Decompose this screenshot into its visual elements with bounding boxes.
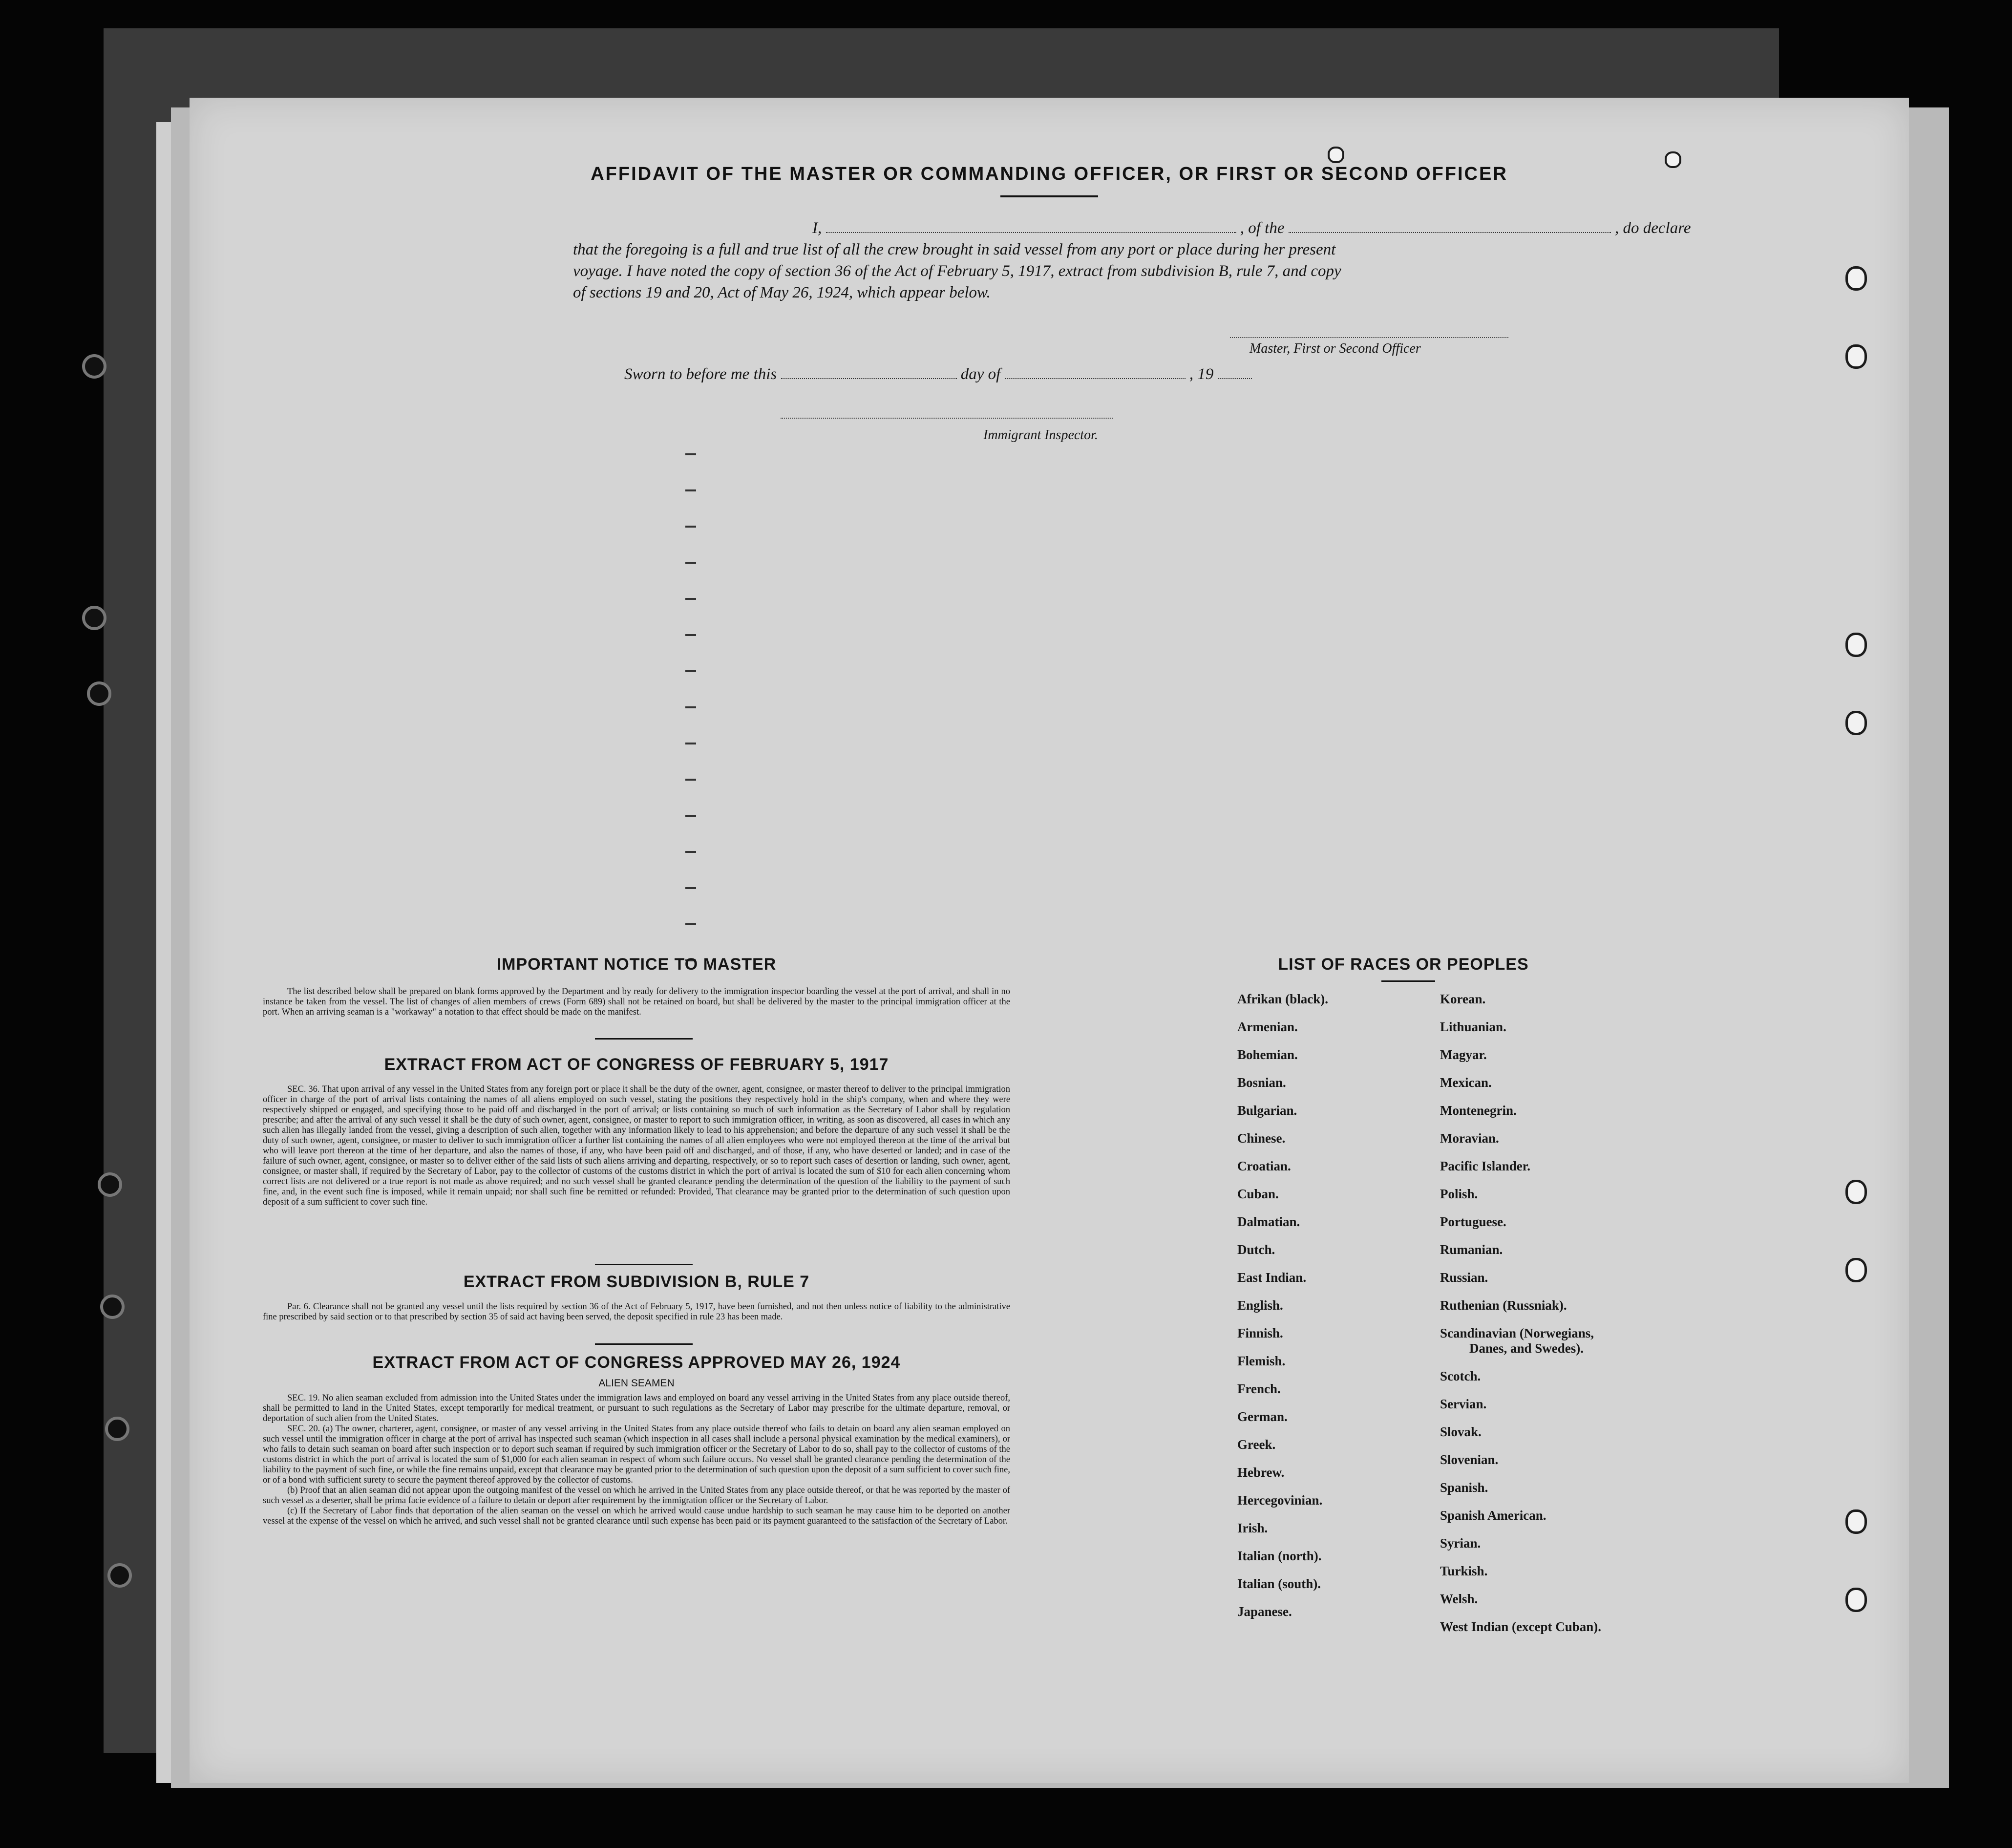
race-item: Bulgarian. [1237,1103,1297,1118]
notice-heading: IMPORTANT NOTICE TO MASTER [496,955,777,974]
section-20b: (b) Proof that an alien seaman did not appear upon the outgoing manifest of the vessel on which he arrived in the United States from any place outside thereof, or that he was reported by the master of such vessel as a deserter, shall be prima facie evidence of a failure to detain or deport after requirement by the immigration officer or the Secretary of Labor. [263,1486,1010,1506]
extract-rule7-heading: EXTRACT FROM SUBDIVISION B, RULE 7 [463,1273,810,1291]
races-rule [1381,980,1435,982]
declaration-line: voyage. I have noted the copy of section 36 of the Act of February 5, 1917, extract from subdivision B, rule 7, and copy [573,262,1341,280]
notice-body: The list described below shall be prepared on blank forms approved by the Department and by ready for delivery to the immigration inspector boarding the vessel at the port of arrival, and shall in no instance be taken from the vessel. The list of changes of alien members of crews (Form 689) shall not be retained on board, but shall be delivered by the master to the principal immigration officer at the port. When an arriving seaman is a "workaway" a notation to that effect should be made on the manifest. [263,987,1010,1017]
binder-hole [105,1417,129,1441]
binder-hole [82,354,106,379]
race-item: Portuguese. [1440,1214,1506,1229]
race-item: Turkish. [1440,1564,1488,1578]
race-item: German. [1237,1409,1288,1424]
sworn-label: Sworn to before me this [624,365,777,383]
race-item: English. [1237,1298,1283,1313]
reinforcement-hole [1328,147,1344,163]
section-20a: SEC. 20. (a) The owner, charterer, agent, consignee, or master of any vessel arriving in the United States from any place outside thereof who fails to detain on board any alien seaman employed on such vessel until the immigration officer in charge at the port of arrival has inspected such seaman (which inspection in all cases shall include a personal physical examination by the medical examiners), or who fails to detain such seaman on board after such inspection or to deport such seaman if required by such immigration officer or the Secretary of Labor to do so, shall pay to the collector of customs of the customs district in which the port of arrival is located the sum of $1,000 for each alien seaman in respect of whom such failure occurs. No vessel shall be granted clearance pending the determination of the liability to the payment of such fine, or while the fine remains unpaid, except that clearance may be granted prior to the determination of such question upon the deposit of a sum sufficient to cover such fine, or of a bond with sufficient surety to secure the payment thereof approved by the collector of customs. [263,1424,1010,1485]
race-item: Armenian. [1237,1020,1298,1034]
race-item: Ruthenian (Russniak). [1440,1298,1567,1313]
reinforcement-hole [1845,633,1867,657]
race-item: Welsh. [1440,1592,1478,1606]
name-blank [826,232,1236,233]
section-rule [595,1038,693,1040]
year-label: , 19 [1189,365,1214,383]
race-item: Flemish. [1237,1354,1286,1368]
section-20c: (c) If the Secretary of Labor finds that deportation of the alien seaman on the vessel on which he arrived would cause undue hardship to such seaman he may cause him to be deported on another vessel at the expense of the vessel on which he arrived, and such vessel shall not be granted clearance until such expense has been paid or its payment guaranteed to the satisfaction of the Secretary of Labor. [263,1506,1010,1526]
bleed-through-mark [685,489,696,491]
extract-1917-heading: EXTRACT FROM ACT OF CONGRESS OF FEBRUARY 5, 1917 [384,1055,889,1074]
day-blank [781,378,957,379]
year-blank [1218,378,1252,379]
race-item: Dalmatian. [1237,1214,1300,1229]
reinforcement-hole [1845,1180,1867,1204]
sworn-line [624,365,1252,383]
bleed-through-mark [685,670,696,672]
race-item: Afrikan (black). [1237,992,1329,1006]
race-item: Chinese. [1237,1131,1286,1146]
races-heading: LIST OF RACES OR PEOPLES [1278,955,1529,974]
reinforcement-hole [1845,1509,1867,1534]
race-item: Pacific Islander. [1440,1159,1530,1173]
bleed-through-mark [685,815,696,817]
month-blank [1005,378,1186,379]
race-item: Rumanian. [1440,1242,1503,1257]
signature-label: Master, First or Second Officer [1250,341,1421,356]
binder-hole [107,1563,132,1588]
race-item: Montenegrin. [1440,1103,1517,1118]
inspector-line [781,418,1113,419]
race-item: Hebrew. [1237,1465,1285,1480]
declaration-text [573,217,1711,303]
races-left-column [1237,992,1328,1632]
race-item: West Indian (except Cuban). [1440,1619,1602,1634]
bleed-through-mark [685,851,696,853]
reinforcement-hole [1845,266,1867,291]
race-item: East Indian. [1237,1270,1307,1285]
extract-1924-body [263,1393,1010,1527]
reinforcement-hole [1845,1258,1867,1282]
race-item: Mexican. [1440,1075,1492,1090]
race-item: Croatian. [1237,1159,1291,1173]
binder-hole [87,681,111,706]
declaration-i: I, [812,219,822,237]
title-rule [1000,195,1098,197]
bleed-through-mark [685,706,696,708]
race-item: Magyar. [1440,1047,1487,1062]
declaration-of-the: , of the [1240,219,1285,237]
reinforcement-hole [1845,344,1867,369]
declaration-line: that the foregoing is a full and true list of all the crew brought in said vessel from any port or place during her present [573,241,1336,258]
race-item: Scotch. [1440,1369,1481,1383]
alien-seamen-subheading: ALIEN SEAMEN [598,1378,675,1389]
page-title: AFFIDAVIT OF THE MASTER OR COMMANDING OFFICER, OR FIRST OR SECOND OFFICER [591,164,1508,184]
extract-1917-body: SEC. 36. That upon arrival of any vessel in the United States from any foreign port or place it shall be the duty of the owner, agent, consignee, or master thereof to deliver to the principal immigration officer in charge of the port of arrival lists containing the names of all aliens employed on such vessel, stating the positions they respectively hold in the ship's company, when and where they were respectively shipped or engaged, and specifying those to be paid off and discharged in the port of arrival; or lists containing so much of such information as the Secretary of Labor shall by regulation prescribe; and after the arrival of any such vessel it shall be the duty of such owner, agent, consignee, or master to report to such immigration officer, in writing, as soon as discovered, all cases in which any such alien has illegally landed from the vessel, giving a description of such alien, together with any information likely to lead to his apprehension; and before the departure of any such vessel it shall be the duty of such owner, agent, consignee, or master to deliver to such immigration officer a further list containing the names of all alien employees who were not employed thereon at the time of the arrival but who will leave port thereon at the time of her departure, and also the names of those, if any, who have been paid off and discharged, and of those, if any, who have deserted or landed; and in case of the failure of such owner, agent, consignee, or master so to deliver either of the said lists of such aliens arriving and departing, respectively, or so to report such cases of desertion or landing, such owner, agent, consignee, or master shall, if required by the Secretary of Labor, pay to the collector of customs of the customs district in which the port of arrival is located the sum of $10 for each alien concerning whom correct lists are not delivered or a true report is not made as above required; and no such vessel shall be granted clearance pending the determination of the question of the liability to the payment of such fine, and, in the event such fine is imposed, while it remain unpaid; nor shall such fine be remitted or refunded: Provided, That clearance may be granted prior to the determination of such question upon deposit of a sum sufficient to cover such fine. [263,1084,1010,1207]
binder-hole [98,1172,122,1197]
race-item: Finnish. [1237,1326,1283,1340]
race-item: Danes, and Swedes). [1469,1341,1584,1356]
day-of-label: day of [960,365,1001,383]
race-item: Spanish. [1440,1480,1488,1495]
race-item: Slovak. [1440,1424,1482,1439]
reinforcement-hole [1845,1588,1867,1612]
race-item: Japanese. [1237,1604,1292,1619]
race-item: Slovenian. [1440,1452,1499,1467]
race-item: Lithuanian. [1440,1020,1506,1034]
declaration-line: of sections 19 and 20, Act of May 26, 1924, which appear below. [573,284,991,301]
races-right-column [1440,992,1601,1647]
binder-hole [82,606,106,630]
race-item: Moravian. [1440,1131,1499,1146]
section-19: SEC. 19. No alien seaman excluded from admission into the United States under the immigration laws and employed on board any vessel arriving in the United States from any place outside thereof, shall be permitted to land in the United States, except temporarily for medical treatment, or pursuant to such regulations as the Secretary of Labor may prescribe for the ultimate departure, removal, or deportation of such alien from the United States. [263,1393,1010,1423]
race-item: Greek. [1237,1437,1276,1452]
race-item: Bosnian. [1237,1075,1286,1090]
bleed-through-mark [685,598,696,600]
race-item: Irish. [1237,1521,1268,1535]
race-item: Italian (south). [1237,1576,1321,1591]
race-item: Hercegovinian. [1237,1493,1323,1508]
bleed-through-mark [685,779,696,781]
section-rule [595,1343,693,1345]
bleed-through-mark [685,887,696,889]
reinforcement-hole [1665,151,1681,168]
binder-hole [100,1295,125,1319]
vessel-blank [1289,232,1611,233]
bleed-through-mark [685,743,696,744]
race-item: Italian (north). [1237,1549,1322,1563]
affidavit-page [190,98,1909,1783]
inspector-label: Immigrant Inspector. [983,427,1098,443]
extract-rule7-body: Par. 6. Clearance shall not be granted any vessel until the lists required by section 36 of the Act of February 5, 1917, have been furnished, and not then unless notice of liability to the administrative fine prescribed by said section or to that prescribed by section 35 of said act having been served, the deposit specified in rule 23 has been made. [263,1302,1010,1322]
bleed-through-mark [685,634,696,636]
signature-line [1230,337,1508,338]
race-item: Russian. [1440,1270,1488,1285]
bleed-through-mark [685,453,696,455]
race-item: Cuban. [1237,1187,1279,1201]
race-item: Bohemian. [1237,1047,1298,1062]
bleed-through-mark [685,526,696,528]
bleed-through-mark [685,923,696,925]
race-item: Scandinavian (Norwegians, [1440,1326,1594,1340]
race-item: Servian. [1440,1397,1487,1411]
declaration-do-declare: , do declare [1614,219,1691,237]
bleed-through-mark [685,562,696,564]
race-item: Polish. [1440,1187,1478,1201]
race-item: Dutch. [1237,1242,1275,1257]
reinforcement-hole [1845,711,1867,735]
race-item: Korean. [1440,992,1486,1006]
race-item: Syrian. [1440,1536,1481,1551]
section-rule [595,1264,693,1265]
extract-1924-heading: EXTRACT FROM ACT OF CONGRESS APPROVED MAY 26, 1924 [372,1353,901,1372]
race-item: French. [1237,1381,1281,1396]
race-item: Spanish American. [1440,1508,1546,1523]
